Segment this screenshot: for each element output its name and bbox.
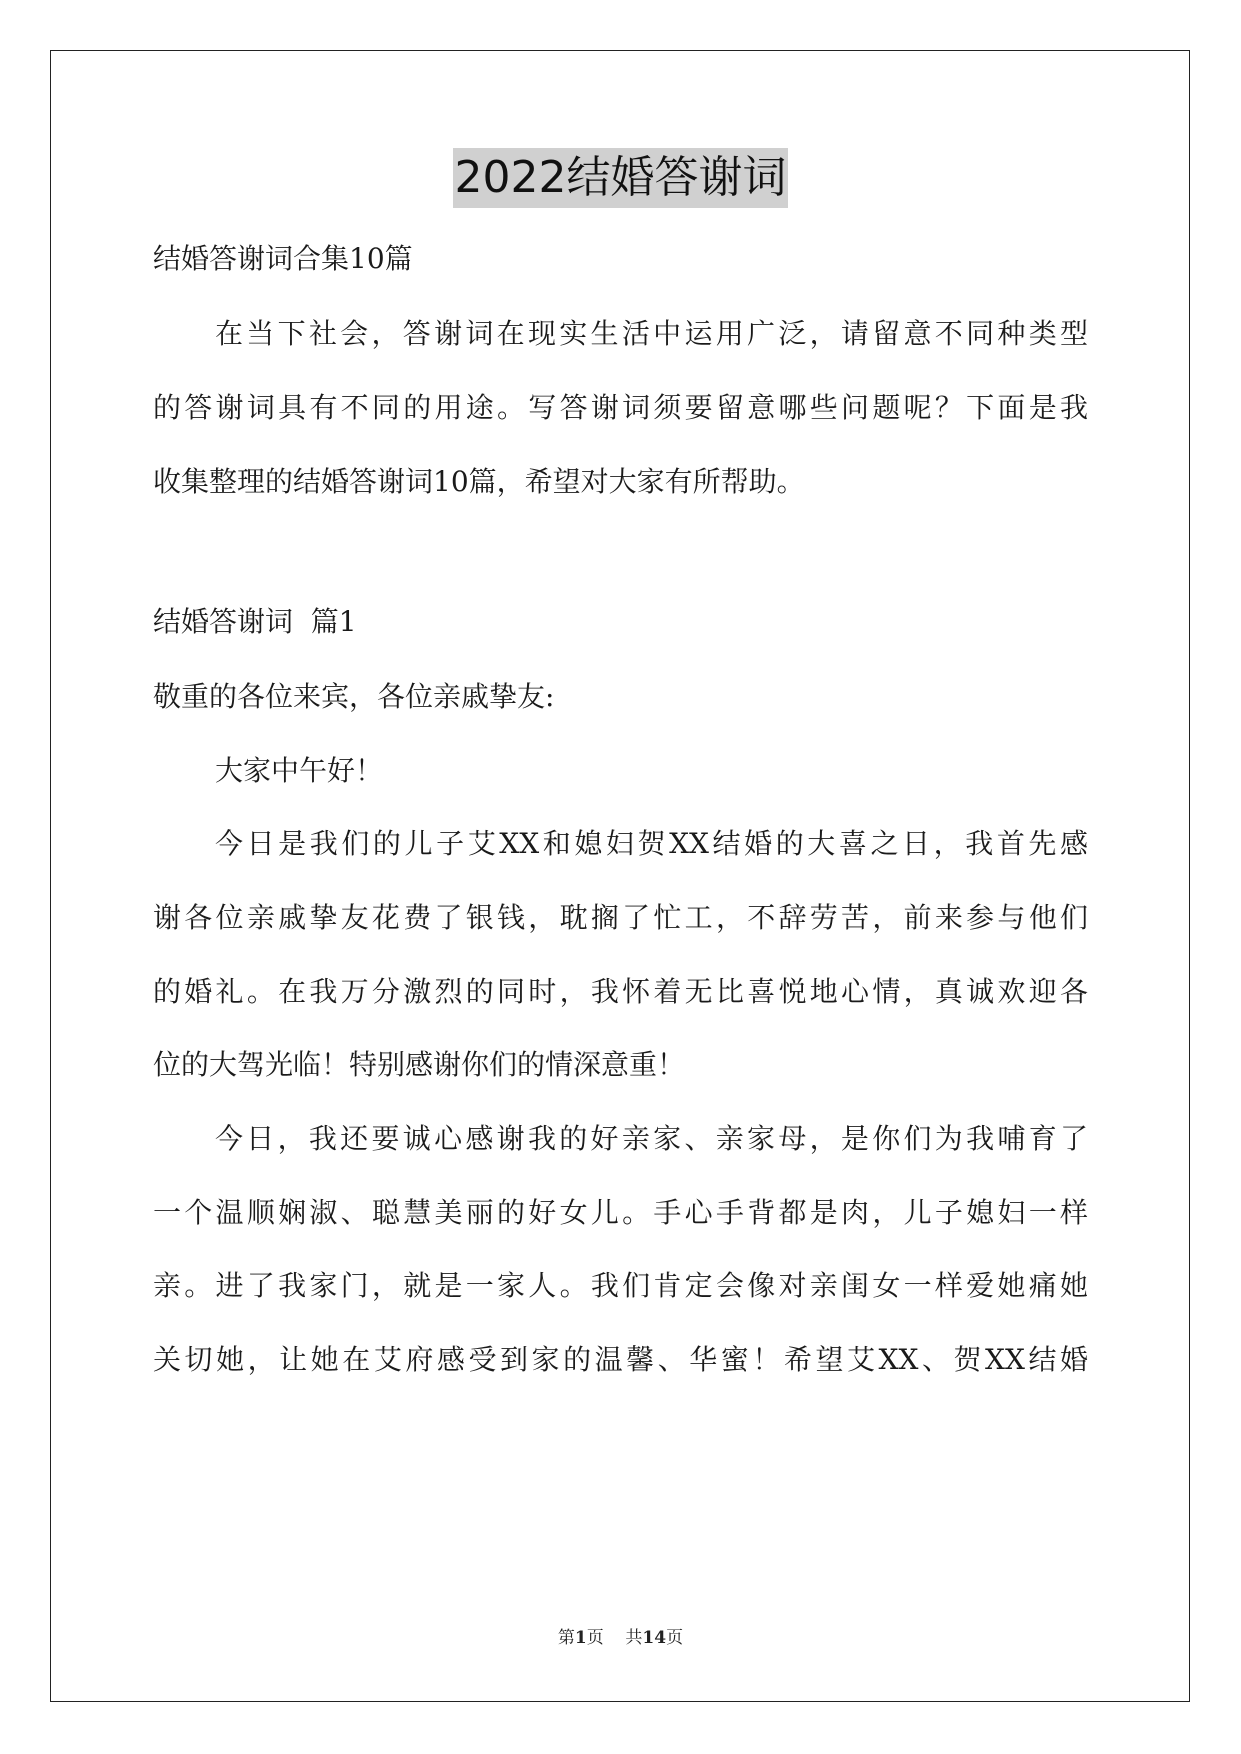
paragraph2-line-4: 关切她，让她在艾府感受到家的温馨、华蜜！希望艾XX、贺XX结婚 <box>153 1343 1088 1376</box>
salutation: 敬重的各位来宾，各位亲戚挚友: <box>153 680 555 713</box>
section-heading: 结婚答谢词 篇1 <box>153 605 357 638</box>
paragraph1-line-3: 的婚礼。在我万分激烈的同时，我怀着无比喜悦地心情，真诚欢迎各 <box>153 975 1088 1008</box>
paragraph1-line-4: 位的大驾光临！特别感谢你们的情深意重！ <box>153 1048 686 1081</box>
intro-line-2: 的答谢词具有不同的用途。写答谢词须要留意哪些问题呢？下面是我 <box>153 391 1088 424</box>
intro-line-3: 收集整理的结婚答谢词10篇，希望对大家有所帮助。 <box>153 465 805 498</box>
paragraph2-line-2: 一个温顺娴淑、聪慧美丽的好女儿。手心手背都是肉，儿子媳妇一样 <box>153 1196 1088 1229</box>
document-title-text: 2022结婚答谢词 <box>453 148 789 208</box>
page-total: 14 <box>642 1628 667 1648</box>
total-unit: 页 <box>666 1628 684 1648</box>
page-prefix: 第 <box>557 1628 575 1648</box>
document-title <box>0 148 1241 208</box>
intro-line-1: 在当下社会，答谢词在现实生活中运用广泛，请留意不同种类型 <box>215 317 1088 350</box>
page-footer <box>0 1627 1241 1649</box>
paragraph2-line-3: 亲。进了我家门，就是一家人。我们肯定会像对亲闺女一样爱她痛她 <box>153 1269 1088 1302</box>
collection-subtitle: 结婚答谢词合集10篇 <box>153 242 413 275</box>
paragraph2-line-1: 今日，我还要诚心感谢我的好亲家、亲家母，是你们为我哺育了 <box>215 1122 1088 1155</box>
greeting: 大家中午好！ <box>215 754 384 787</box>
page-border <box>50 50 1190 1702</box>
page-unit: 页 <box>586 1628 604 1648</box>
page-current: 1 <box>574 1628 587 1648</box>
paragraph1-line-1: 今日是我们的儿子艾XX和媳妇贺XX结婚的大喜之日，我首先感 <box>215 827 1088 860</box>
total-prefix: 共 <box>625 1628 643 1648</box>
paragraph1-line-2: 谢各位亲戚挚友花费了银钱，耽搁了忙工，不辞劳苦，前来参与他们 <box>153 901 1088 934</box>
